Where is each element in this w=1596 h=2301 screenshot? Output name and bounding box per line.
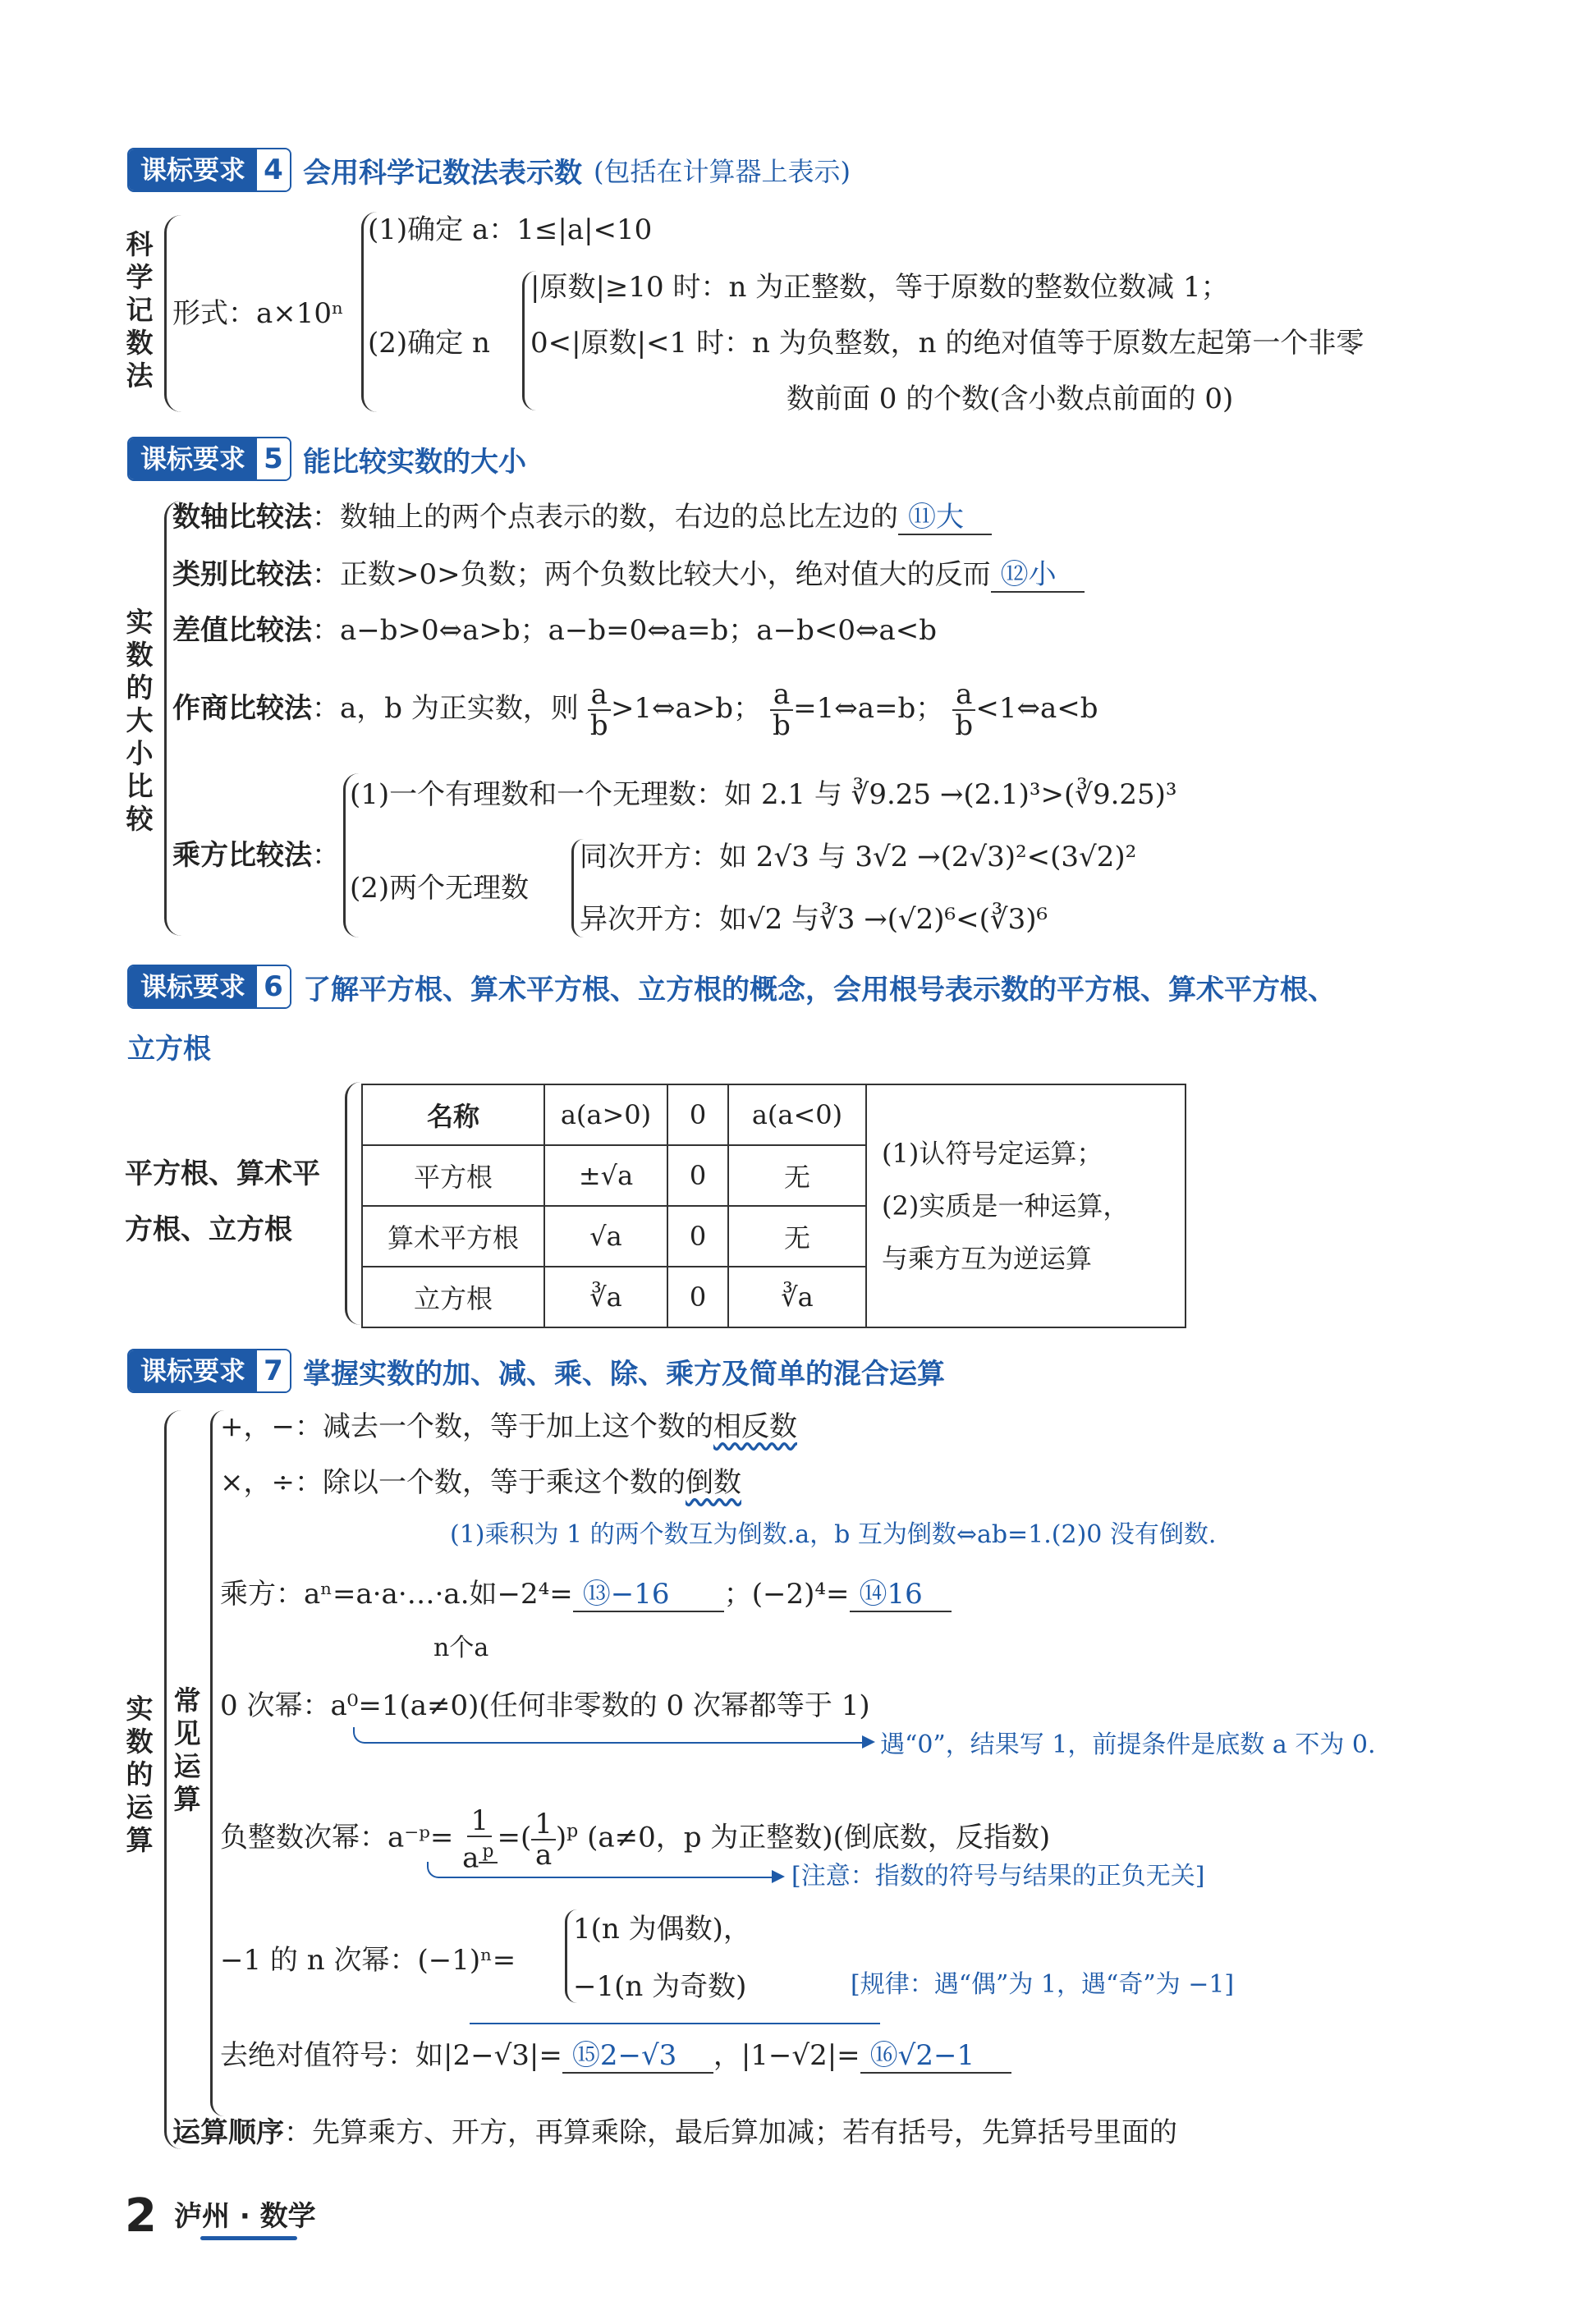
- page-number: 2: [125, 2189, 157, 2243]
- table-header: a(a<0): [728, 1084, 866, 1145]
- add-subtract-rule: +，−：减去一个数，等于加上这个数的相反数: [220, 1410, 797, 1443]
- answer-16: ⑯√2−1: [860, 2039, 1011, 2074]
- arrow-right-icon: [862, 1735, 875, 1749]
- odd-case: −1(n 为奇数): [573, 1970, 747, 2003]
- category-method: 类别比较法：正数>0>负数；两个负数比较大小，绝对值大的反而 ⑫小: [172, 558, 1085, 593]
- n-positive-rule: |原数|≥10 时：n 为正整数，等于原数的整数位数减 1；: [530, 271, 1229, 304]
- arrow-line: [353, 1727, 864, 1744]
- power-rule: 乘方：aⁿ=a·a·…·a.如−2⁴= ⑬−16 ；(−2)⁴= ⑭16: [220, 1578, 952, 1612]
- negative-power-note: [注意：指数的符号与结果的正负无关]: [791, 1862, 1205, 1891]
- footer-underline: [200, 2236, 297, 2240]
- section-title: 掌握实数的加、减、乘、除、乘方及简单的混合运算: [303, 1357, 946, 1391]
- section-5-header: [127, 437, 526, 481]
- answer-15: ⑮2−√3: [562, 2039, 713, 2074]
- brace: [345, 1082, 360, 1325]
- section-title-cont: 立方根: [127, 1033, 211, 1066]
- tag-label: 课标要求: [129, 149, 257, 190]
- minus-one-power-label: −1 的 n 次幂：(−1)ⁿ=: [220, 1944, 516, 1977]
- n-factors-label: n个a: [433, 1634, 489, 1662]
- n-negative-rule: 0<|原数|<1 时：n 为负整数，n 的绝对值等于原数左起第一个非零: [530, 327, 1364, 360]
- same-root: 同次开方：如 2√3 与 3√2 →(2√3)²<(3√2)²: [580, 841, 1137, 873]
- zero-power-note: 遇“0”，结果写 1，前提条件是底数 a 不为 0.: [880, 1730, 1376, 1759]
- side-label-compare-reals: 实 数 的 大 小 比 较: [126, 606, 154, 835]
- section-7-header: [127, 1349, 945, 1393]
- tag-label: 课标要求: [129, 966, 257, 1007]
- requirement-tag: [127, 1349, 291, 1393]
- section-note: (包括在计算器上表示): [594, 156, 851, 187]
- section-4-header: [127, 148, 851, 192]
- different-root: 异次开方：如√2 与∛3 →(√2)⁶<(∛3)⁶: [580, 903, 1048, 936]
- tag-number: 4: [257, 149, 290, 190]
- roots-table: [361, 1084, 1186, 1328]
- table-header: 名称: [362, 1084, 544, 1145]
- determine-a: (1)确定 a：1≤|a|<10: [368, 213, 653, 246]
- table-note: (1)认符号定运算； (2)实质是一种运算， 与乘方互为逆运算: [866, 1084, 1186, 1327]
- requirement-tag: [127, 965, 291, 1009]
- arrow-right-icon: [772, 1870, 785, 1883]
- section-title: 会用科学记数法表示数: [303, 156, 583, 190]
- tag-number: 5: [257, 438, 290, 479]
- section-title: 能比较实数的大小: [303, 445, 527, 479]
- arrow-line: [427, 1862, 773, 1878]
- side-label-scientific-notation: 科 学 记 数 法: [126, 228, 154, 392]
- two-irrationals-label: (2)两个无理数: [350, 872, 530, 905]
- answer-14: ⑭16: [850, 1578, 952, 1612]
- table-row: 算术平方根 √a 0 无: [362, 1206, 1186, 1267]
- difference-method: 差值比较法：a−b>0⇔a>b；a−b=0⇔a=b；a−b<0⇔a<b: [172, 614, 937, 647]
- answer-13: ⑬−16: [573, 1578, 724, 1612]
- answer-12: ⑫小: [991, 558, 1085, 593]
- side-label-roots-1: 平方根、算术平: [125, 1157, 320, 1190]
- roots-table-wrap: [361, 1084, 1186, 1328]
- side-label-roots-2: 方根、立方根: [125, 1213, 292, 1246]
- quotient-method: 作商比较法：a，b 为正实数，则 $\frac{a}{b}$ >1⇔a>b； $\frac{a}{b}$ =1⇔a=b； $\frac{a}{b}$ <1⇔a<b: [172, 678, 1098, 742]
- table-header-row: [362, 1084, 1186, 1145]
- even-case: 1(n 为偶数)，: [573, 1913, 751, 1946]
- tag-number: 7: [257, 1350, 290, 1391]
- arrow-line: [470, 1998, 880, 2024]
- side-label-operations: 实 数 的 运 算: [126, 1693, 154, 1856]
- side-label-common-operations: 常 见 运 算: [173, 1684, 201, 1815]
- reciprocal-note: (1)乘积为 1 的两个数互为倒数.a，b 互为倒数⇔ab=1.(2)0 没有倒数.: [450, 1520, 1217, 1549]
- tag-number: 6: [257, 966, 290, 1007]
- brace: [210, 1410, 224, 2116]
- answer-11: ⑪大: [898, 501, 992, 535]
- minus-one-rule-note: [规律：遇“偶”为 1，遇“奇”为 −1]: [851, 1970, 1235, 1999]
- table-header: a(a>0): [544, 1084, 667, 1145]
- determine-n-label: (2)确定 n: [368, 327, 490, 360]
- section-6-header: [127, 965, 1336, 1009]
- requirement-tag: [127, 148, 291, 192]
- table-row: 立方根 ∛a 0 ∛a: [362, 1267, 1186, 1327]
- multiply-divide-rule: ×，÷：除以一个数，等于乘这个数的倒数: [220, 1466, 741, 1499]
- power-method-label: 乘方比较法：: [172, 839, 340, 872]
- footer-title: 泸州 · 数学: [174, 2200, 316, 2233]
- section-title: 了解平方根、算术平方根、立方根的概念，会用根号表示数的平方根、算术平方根、: [303, 973, 1337, 1006]
- form-text: 形式：a×10ⁿ: [172, 297, 344, 330]
- negative-power-rule: 负整数次幂：a⁻ᵖ= $\frac{1}{a ^p}$ =( $\frac{1}{a}$ )$^p$ (a≠0，p 为正整数)(倒底数，反指数): [220, 1804, 1051, 1875]
- rational-vs-irrational: (1)一个有理数和一个无理数：如 2.1 与 ∛9.25 →(2.1)³>(∛9.25)³: [350, 778, 1177, 811]
- number-line-method: 数轴比较法：数轴上的两个点表示的数，右边的总比左边的 ⑪大: [172, 501, 992, 535]
- tag-label: 课标要求: [129, 1350, 257, 1391]
- table-header: 0: [667, 1084, 728, 1145]
- table-row: 平方根 ±√a 0 无: [362, 1145, 1186, 1206]
- absolute-value-rule: 去绝对值符号：如|2−√3|= ⑮2−√3 ，|1−√2|= ⑯√2−1: [220, 2039, 1011, 2074]
- zero-power-rule: 0 次幂：a⁰=1(a≠0)(任何非零数的 0 次幂都等于 1): [220, 1689, 870, 1722]
- n-negative-rule-cont: 数前面 0 的个数(含小数点前面的 0): [787, 383, 1234, 415]
- requirement-tag: [127, 437, 291, 481]
- order-of-operations: 运算顺序：先算乘方、开方，再算乘除，最后算加减；若有括号，先算括号里面的: [172, 2116, 1177, 2149]
- tag-label: 课标要求: [129, 438, 257, 479]
